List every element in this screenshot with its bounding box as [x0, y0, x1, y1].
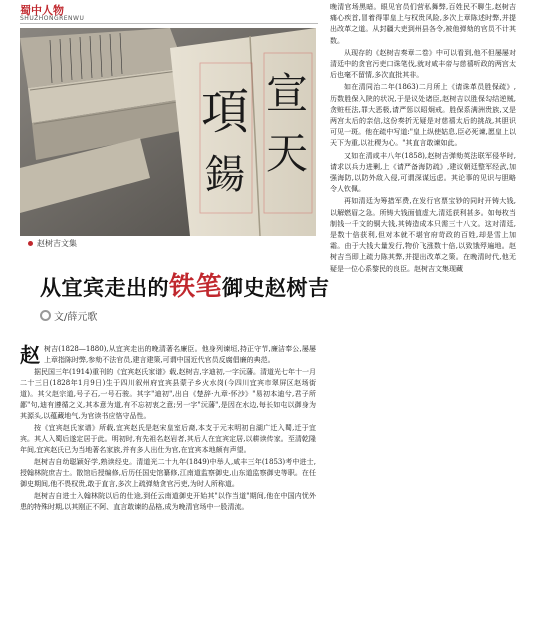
- article-body-left: [20, 344, 316, 514]
- title-prefix: 从宜宾走出的: [40, 276, 169, 300]
- caption-bullet-icon: [28, 241, 33, 246]
- byline-icon: [40, 310, 51, 321]
- paragraph: 据民国三年(1914)重刊的《宜宾赵氏家谱》载,赵树吉,字迪初,一字沅藩。清道光七年十一月二十三日(1828年1月9日)生于四川叙州府宜宾县蒙子乡火水岗(今四川宜宾市翠屏区赵场街道)。其父赵宗道,号子石,一号石骏。其字"迪初",出自《楚辞·九章·怀沙》"易初本迪兮,君子所鄙"句,迪有遵循之义,其本意为道,有不忘初衷之意;另一字"沅藩",是因在水边,每长如屯以御身为其源头,以蕴藏地气,为官读书应恪守品性。: [20, 368, 316, 420]
- title-highlight: 铁笔: [169, 272, 223, 302]
- paragraph: 如在清同治二年(1863)二月所上《请诛革员胜保疏》,历数胜保入陕的状况,于是议处诸臣,赵树吉以胜保勾结逆贼,贪赃枉法,罪大恶极,请严惩以昭炯戒。胜保系满洲贵族,又是两宫太后的亲信,这份奏折无疑是对慈禧太后的挑战,其胆识可见一斑。他在疏中写道:"皇上纵使姑息,臣必死谏,愿皇上以天下为重,以社稷为心。"其直言敢谏如此。: [330, 83, 516, 148]
- caption-text: 赵树吉文集: [37, 239, 77, 248]
- seal-char-1: 項: [200, 84, 250, 140]
- byline: [40, 308, 97, 323]
- author-name: 文/薛元歌: [54, 312, 98, 323]
- paragraph: 从现存的《赵树吉奏章二卷》中可以看到,他不但屡屡对清廷中的贪官污吏口诛笔伐,就对咸丰帝与慈禧听政的两宫太后也毫不留情,多次直批其非。: [330, 48, 516, 80]
- title-suffix: 御史赵树吉: [222, 276, 330, 300]
- paragraph: 又如在清咸丰八年(1858),赵树吉弹劾英法联军侵华时,请求以兵力进剿,上《请严备海防疏》,建议朝廷整军经武,加强海防,以防外敌入侵,可谓深谋远虑。其论事的见识与胆略令人钦佩。: [330, 151, 516, 194]
- drop-cap: 赵: [20, 343, 40, 367]
- book-photo-illustration: [20, 28, 316, 236]
- open-book: [170, 28, 316, 236]
- seal-char-3: 宣: [265, 69, 309, 118]
- paragraph: 再如清廷为筹措军费,在发行官票宝钞的同时开铸大钱,以解燃眉之急。所铸大钱面值虚大,清廷获利甚多。如每枚当制钱一千文的铜大钱,其铸造成本只需三十八文。这对清廷,是数十倍获利,但对本就不堪官府苛政的百姓,却是雪上加霜。由于大钱大量发行,物价飞涨数十倍,以致饿殍遍地。赵树吉当即上疏力陈其弊,并提出改革之策。在晚清时代,他无疑是一位心系黎民的良臣。赵树吉文集现藏: [330, 197, 516, 273]
- book-photo: [20, 28, 316, 236]
- paragraph: [20, 344, 316, 366]
- seal-char-2: 鍚: [205, 152, 245, 198]
- paragraph: 按《宜宾赵氏家谱》所载,宜宾赵氏是赵宋皇室后裔,本支于元末明初自湖广迁入蜀,迁于宜宾。其人入蜀后遂定居于此。明初时,有先祖名赵岩者,其后人在宜宾定居,以耕读传家。至清乾隆年间,宜宾赵氏已为当地著名家族,并有多人出仕为官,在宜宾本地颇有声望。: [20, 424, 316, 454]
- seal-char-4: 天: [265, 129, 309, 178]
- header-divider: [20, 23, 318, 24]
- paragraph-text: 树吉(1828—1880),从宜宾走出的晚清著名廉臣。他身列谏垣,持正守节,廉洁奉公,屡屡上章指陈时弊,参劾不法官员,建言建策,可谓中国近代官员反腐倡廉的典范。: [44, 345, 316, 364]
- paragraph: 赵树吉自进士入翰林院以后的仕途,到任云南道御史开始其"以作当道"期间,他在中国内忧外患的特殊时期,以其刚正不阿、直言敢谏的品格,成为晚清官场中一股清流。: [20, 492, 316, 511]
- article-title: [40, 266, 330, 303]
- article-body-right: [330, 2, 516, 276]
- photo-caption: [28, 238, 77, 249]
- section-title: 蜀中人物: [20, 4, 64, 17]
- paragraph: 晚清官场黑暗。眼见官员们营私舞弊,百姓民不聊生,赵树吉痛心疾首,冒着得罪皇上与权贵风险,多次上章陈述时弊,并提出改革之道。从封疆大吏到州县各令,被他弹劾的官员不计其数。: [330, 3, 516, 45]
- paragraph: 赵树吉自幼聪颖好学,熟读经史。清道光二十九年(1849)中举人,咸丰三年(1853)考中进士,授翰林院庶吉士。散馆后授编修,后历任国史馆纂修,江南道监察御史,山东道监察御史等职。在任御史期间,他不畏权贵,敢于直言,多次上疏弹劾贪官污吏,为时人所称道。: [20, 458, 316, 488]
- section-subtitle: SHUZHONGRENWU: [20, 15, 85, 22]
